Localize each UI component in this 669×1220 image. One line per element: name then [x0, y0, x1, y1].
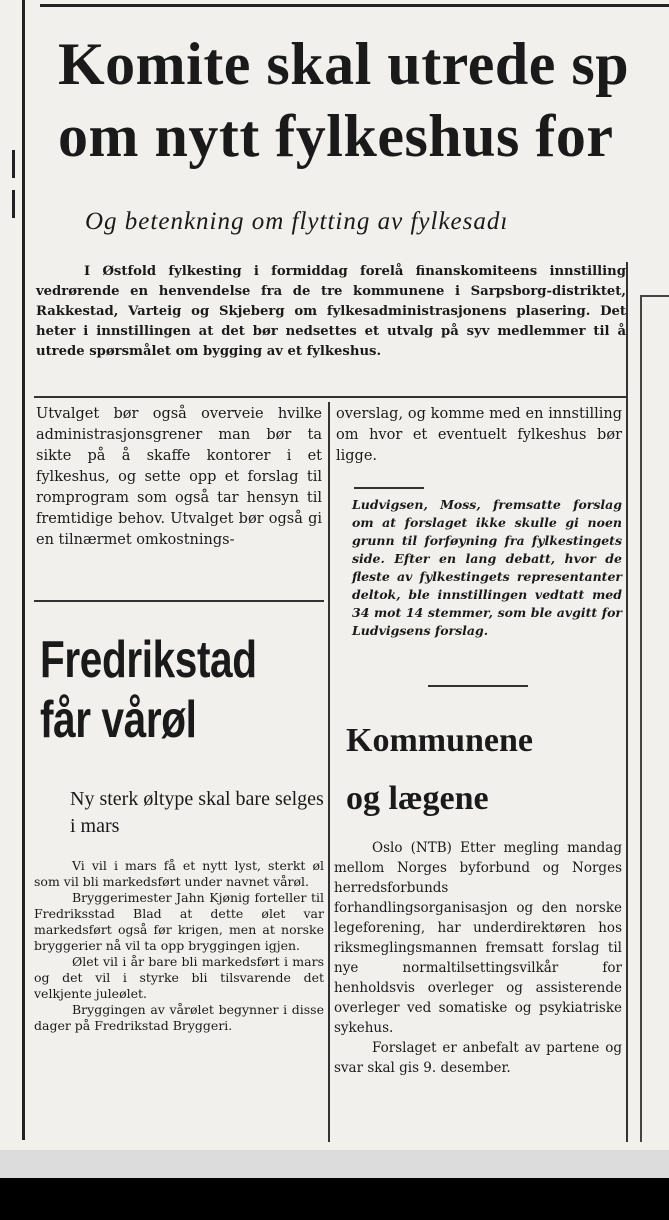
intro-rule [34, 396, 628, 398]
headline-line-1: Komite skal utrede sp [58, 31, 630, 97]
left-column-top [36, 404, 322, 551]
short-rule [428, 685, 528, 687]
subheadline: Og betenkning om flytting av fylkesadı [85, 208, 509, 235]
edge-mark [2, 190, 15, 218]
fredrikstad-p1: Vi vil i mars få et nytt lyst, sterkt øl som vil bli markedsført under navnet vårøl. [34, 858, 324, 889]
fredrikstad-headline-line-1: Fredrikstad [40, 631, 257, 689]
fredrikstad-headline-line-2: får vårøl [40, 691, 197, 749]
scan-black-border [0, 1178, 669, 1220]
edge-mark [2, 150, 15, 178]
kommunene-headline-line-1: Kommunene [346, 722, 533, 759]
kommunene-headline [346, 712, 626, 828]
fredrikstad-headline [40, 630, 266, 750]
left-column-text: Utvalget bør også overveie hvilke administrasjonsgrener man bør ta sikte på å skaffe kontorer i et fylkeshus, og sette opp et forslag til romprogram som også tar hensyn til fremtidige behov. Utvalget bør også gi en tilnærmet omkostnings- [36, 406, 322, 548]
intro-text: I Østfold fylkesting i formiddag forelå finanskomiteens innstilling vedrørende en henvendelse fra de tre kommunene i Sarpsborg-distriktet, Rakkestad, Varteig og Skjeberg om fylkesadministrasjonens plasering. Det heter i innstillingen at det bør nedsettes et utvalg på syv medlemmer til å utrede spørsmålet om bygging av et fylkeshus. [36, 264, 626, 359]
right-column-line [626, 262, 628, 1142]
scan-bottom-strip [0, 1150, 669, 1178]
headline [58, 28, 669, 172]
section-rule [34, 600, 324, 602]
vote-result-text: Ludvigsen, Moss, fremsatte forslag om at forslaget ikke skulle gi noen grunn til forføyning fra fylkestingets side. Efter en lang debatt, hvor de fleste av fylkestingets representanter deltok, ble innstillingen vedtatt med 34 mot 14 stemmer, som ble avgitt for Ludvigsens forslag. [352, 497, 622, 638]
right-column-text: overslag, og komme med en innstilling om hvor et eventuelt fylkeshus bør ligge. [336, 406, 622, 464]
kommunene-headline-line-2: og lægene [346, 780, 489, 817]
fredrikstad-p2: Bryggerimester Jahn Kjønig forteller til Fredriksstad Blad at dette ølet var markedsført også før krigen, men at norske bryggerier nå vil ta opp bryggingen igjen. [34, 890, 324, 953]
headline-line-2: om nytt fylkeshus for [58, 103, 614, 169]
fredrikstad-subheadline: Ny sterk øltype skal bare selges i mars [70, 788, 324, 837]
adjacent-article-box [640, 295, 669, 1142]
column-divider [328, 402, 330, 1142]
fredrikstad-p4: Bryggingen av vårølet begynner i disse dager på Fredrikstad Bryggeri. [34, 1002, 324, 1033]
fredrikstad-article [34, 858, 324, 1034]
left-page-edge [0, 0, 25, 1140]
kommunene-p2: Forslaget er anbefalt av partene og svar skal gis 9. desember. [334, 1040, 622, 1076]
fredrikstad-p3: Ølet vil i år bare bli markedsført i mars og det vil i styrke bli tilsvarende det velkjente juleølet. [34, 954, 324, 1001]
kommunene-p1: Oslo (NTB) Etter megling mandag mellom Norges byforbund og Norges herredsforbunds forhandlingsorganisasjon og den norske legeforening, har underdirektøren hos riksmeglingsmannen fremsatt forslag til nye normaltilsettingsvilkår for henholdsvis overleger og assisterende overleger ved somatiske og psykiatriske sykehus. [334, 840, 622, 1036]
intro-paragraph [36, 262, 626, 392]
kommunene-article [334, 838, 622, 1078]
top-rule [40, 4, 669, 7]
right-column-top [336, 404, 622, 467]
vote-result [352, 496, 622, 640]
short-rule [354, 487, 424, 489]
